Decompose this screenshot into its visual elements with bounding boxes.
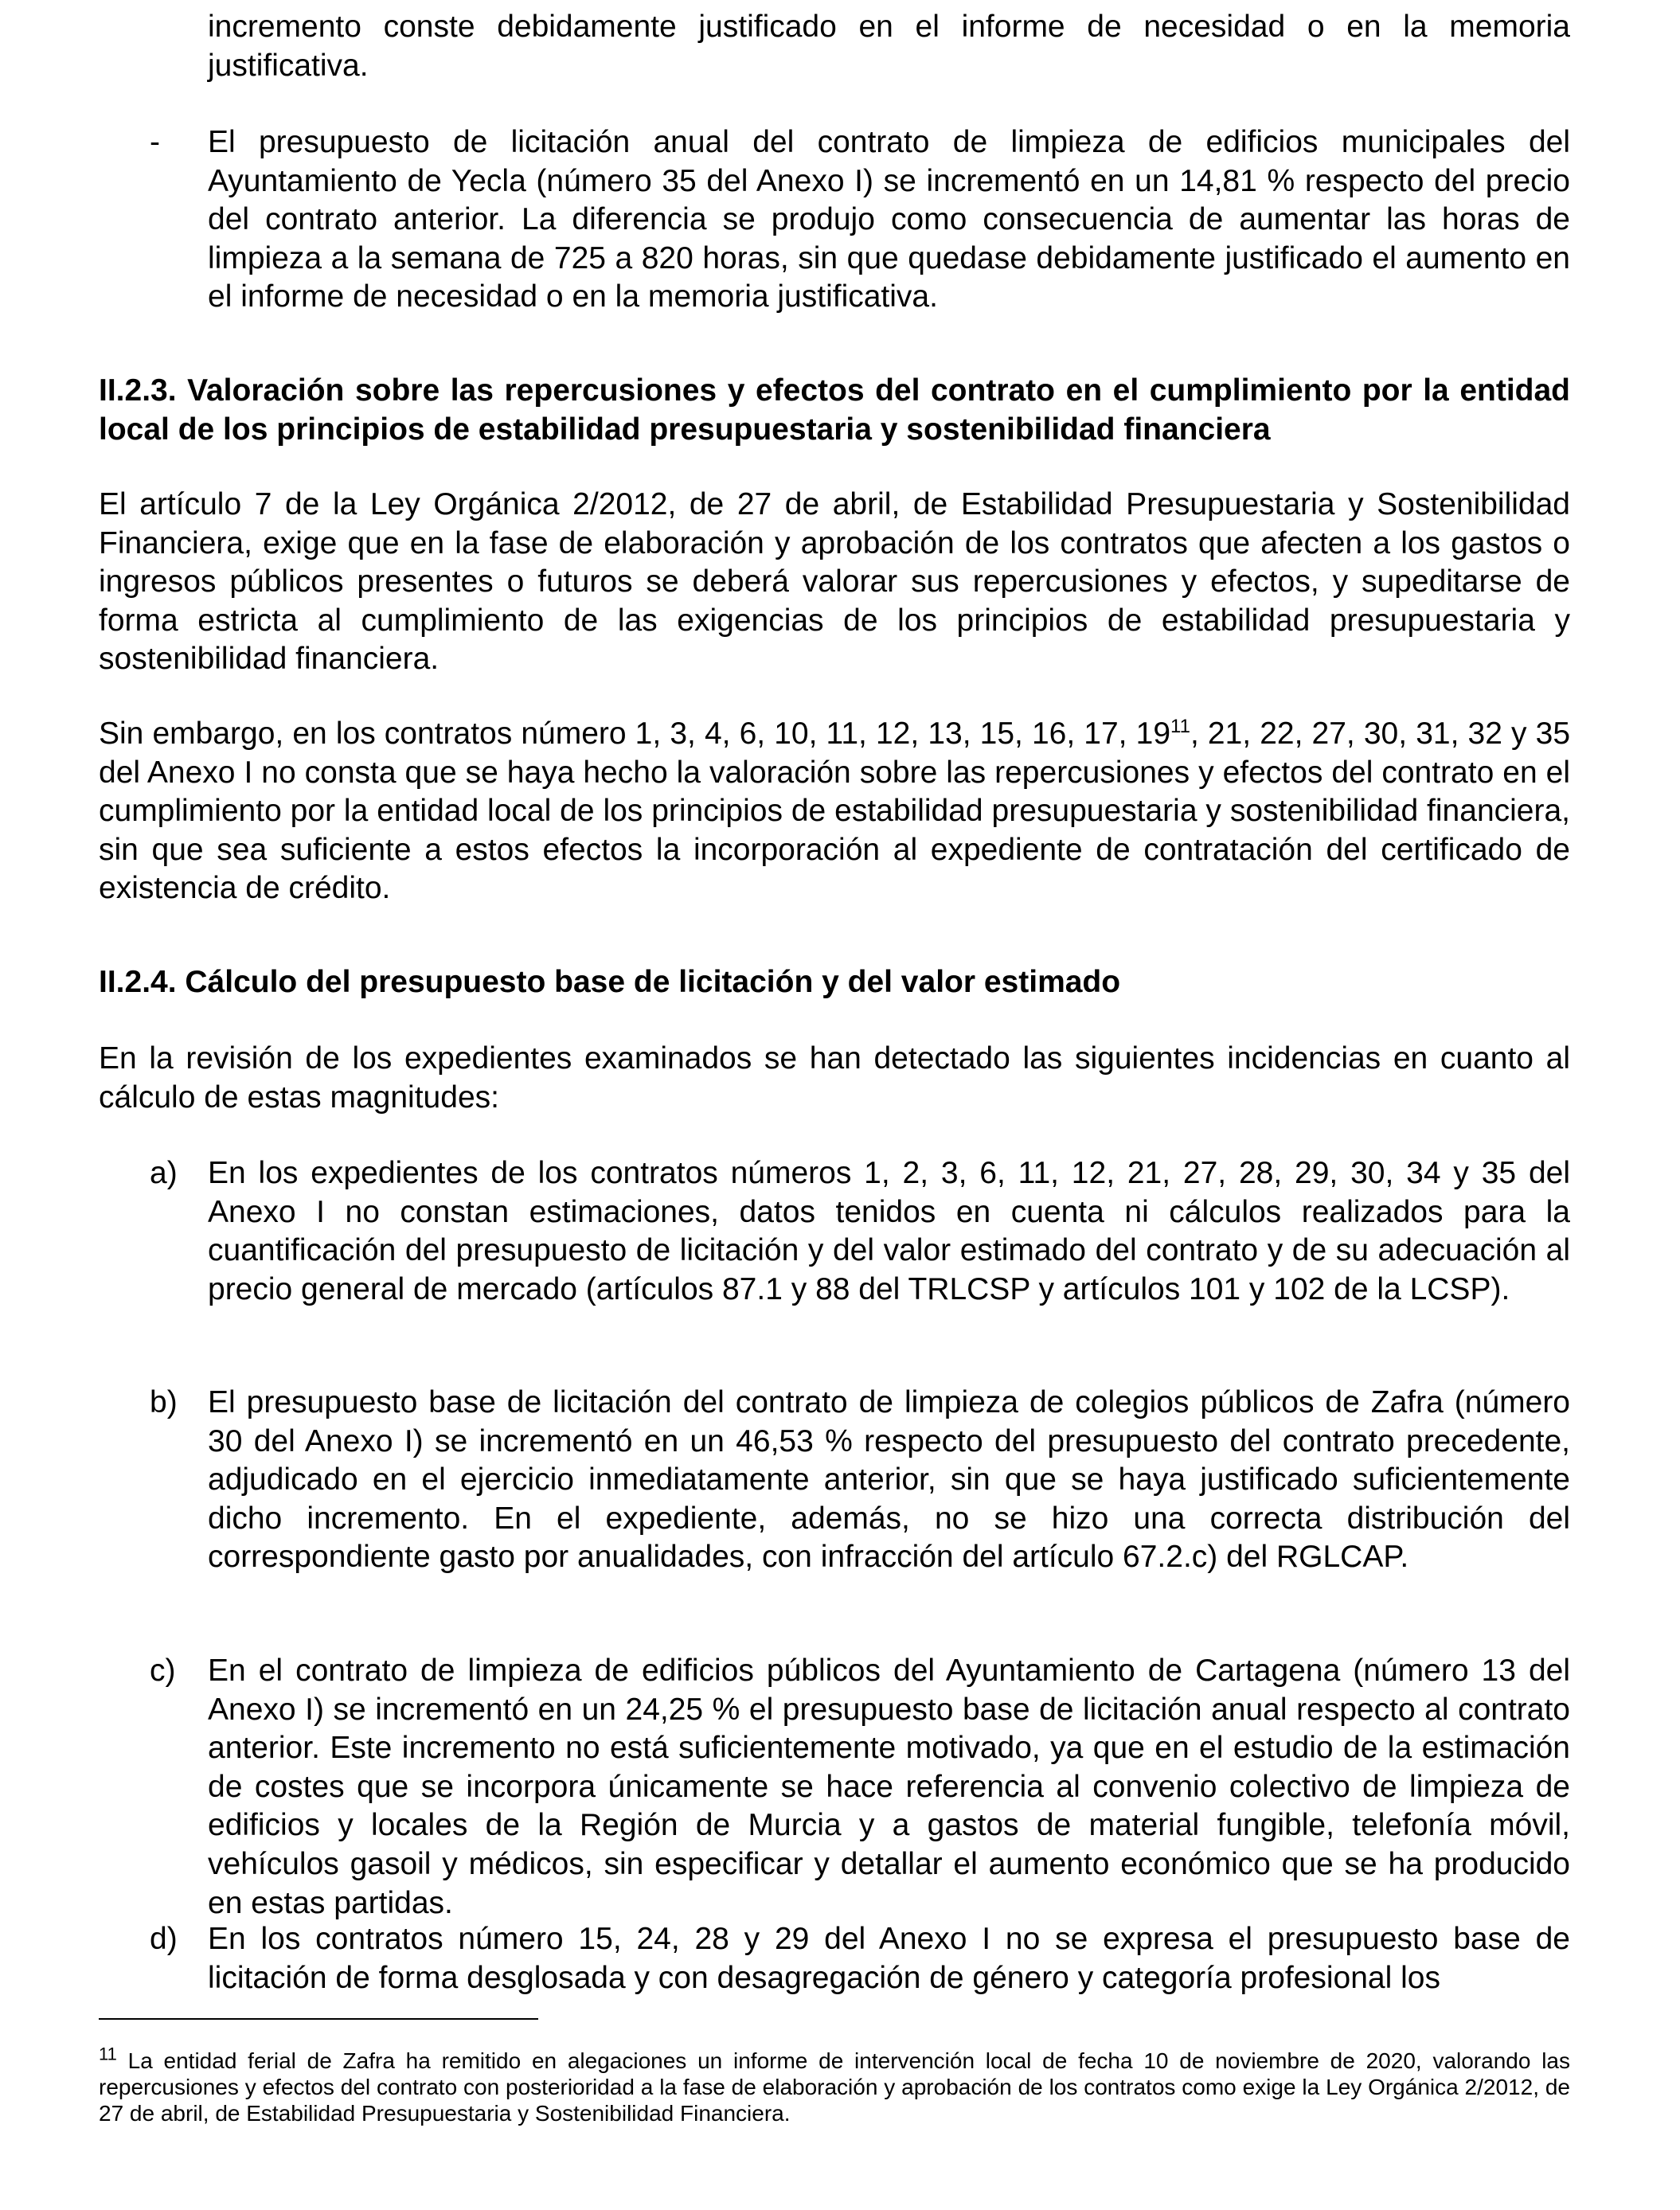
section-heading-2-2-3: II.2.3. Valoración sobre las repercusiones y efectos del contrato en el cumplimiento por la entidad local de los principios de estabilidad presupuestaria y sostenibilidad financiera: [99, 373, 1570, 447]
list-item-b: [99, 1384, 1570, 1577]
section-heading-2-2-4: II.2.4. Cálculo del presupuesto base de licitación y del valor estimado: [99, 965, 1121, 999]
list-item-text: En el contrato de limpieza de edificios públicos del Ayuntamiento de Cartagena (número 13 del Anexo I) se incrementó en un 24,25 % el presupuesto base de licitación anual respecto al contrato anterior. Este incremento no está suficientemente motivado, ya que en el estudio de la estimación de costes que se incorpora únicamente se hace referencia al convenio colectivo de limpieza de edificios y locales de la Región de Murcia y a gastos de material fungible, telefonía móvil, vehículos gasoil y médicos, sin especificar y detallar el aumento económico que se ha producido en estas partidas.: [208, 1654, 1570, 1920]
paragraph-intro: En la revisión de los expedientes examinados se han detectado las siguientes incidencias en cuanto al cálculo de estas magnitudes:: [99, 1041, 1570, 1115]
bullet-text: El presupuesto de licitación anual del contrato de limpieza de edificios municipales del Ayuntamiento de Yecla (número 35 del Anexo I) se incrementó en un 14,81 % respecto del precio del contrato anterior. La diferencia se produjo como consecuencia de aumentar las horas de limpieza a la semana de 725 a 820 horas, sin que quedase debidamente justificado el aumento en el informe de necesidad o en la memoria justificativa.: [208, 125, 1570, 314]
list-marker: b): [150, 1385, 178, 1419]
list-item-c: [99, 1652, 1570, 1923]
list-item-d: [99, 1920, 1570, 1997]
footnote-separator: [99, 2018, 538, 2020]
list-item-text: En los expedientes de los contratos números 1, 2, 3, 6, 11, 12, 21, 27, 28, 29, 30, 34 y 35 del Anexo I no constan estimaciones, datos tenidos en cuenta ni cálculos realizados para la cuantificación del presupuesto de licitación y del valor estimado del contrato y de su adecuación al precio general de mercado (artículos 87.1 y 88 del TRLCSP y artículos 101 y 102 de la LCSP).: [208, 1156, 1570, 1306]
paragraph-text-after-ref: , 21, 22, 27, 30, 31, 32 y 35 del Anexo I no consta que se haya hecho la valoración sobre las repercusiones y efectos del contrato en el cumplimiento por la entidad local de los principios de estabilidad presupuestaria y sostenibilidad financiera, sin que sea suficiente a estos efectos la incorporación al expediente de contratación del certificado de existencia de crédito.: [99, 716, 1571, 906]
list-item-text: En los contratos número 15, 24, 28 y 29 del Anexo I no se expresa el presupuesto base de licitación de forma desglosada y con desagregación de género y categoría profesional los: [208, 1922, 1570, 1995]
list-item-text: El presupuesto base de licitación del contrato de limpieza de colegios públicos de Zafra (número 30 del Anexo I) se incrementó en un 46,53 % respecto del presupuesto del contrato precedente, adjudicado en el ejercicio inmediatamente anterior, sin que se haya justificado suficientemente dicho incremento. En el expediente, además, no se hizo una correcta distribución del correspondiente gasto por anualidades, con infracción del artículo 67.2.c) del RGLCAP.: [208, 1385, 1570, 1575]
footnote-reference[interactable]: 11: [1170, 716, 1190, 737]
list-marker: c): [150, 1654, 176, 1688]
continued-text: incremento conste debidamente justificado en el informe de necesidad o en la memoria justificativa.: [208, 10, 1570, 83]
footnote-text: La entidad ferial de Zafra ha remitido en alegaciones un informe de intervención local de fecha 10 de noviembre de 2020, valorando las repercusiones y efectos del contrato con posterioridad a la fase de elaboración y aprobación de los contratos como exige la Ley Orgánica 2/2012, de 27 de abril, de Estabilidad Presupuestaria y Sostenibilidad Financiera.: [99, 2048, 1570, 2126]
bullet-item: [99, 123, 1570, 317]
footnote-number: 11: [99, 2044, 117, 2064]
paragraph-article-7: El artículo 7 de la Ley Orgánica 2/2012, de 27 de abril, de Estabilidad Presupuestaria y Sostenibilidad Financiera, exige que en la fase de elaboración y aprobación de los contratos que afecten a los gastos o ingresos públicos presentes o futuros se deberá valorar sus repercusiones y efectos, y supeditarse de forma estricta al cumplimiento de las exigencias de los principios de estabilidad presupuestaria y sostenibilidad financiera.: [99, 487, 1570, 677]
continued-list-text: [99, 8, 1570, 85]
paragraph-contracts-valuation: [99, 715, 1570, 908]
list-item-a: [99, 1154, 1570, 1309]
list-marker: a): [150, 1156, 178, 1190]
paragraph-text-before-ref: Sin embargo, en los contratos número 1, 3, 4, 6, 10, 11, 12, 13, 15, 16, 17, 19: [99, 716, 1171, 751]
bullet-marker: -: [150, 125, 160, 159]
footnote-11: [99, 2044, 1570, 2126]
list-marker: d): [150, 1922, 178, 1956]
